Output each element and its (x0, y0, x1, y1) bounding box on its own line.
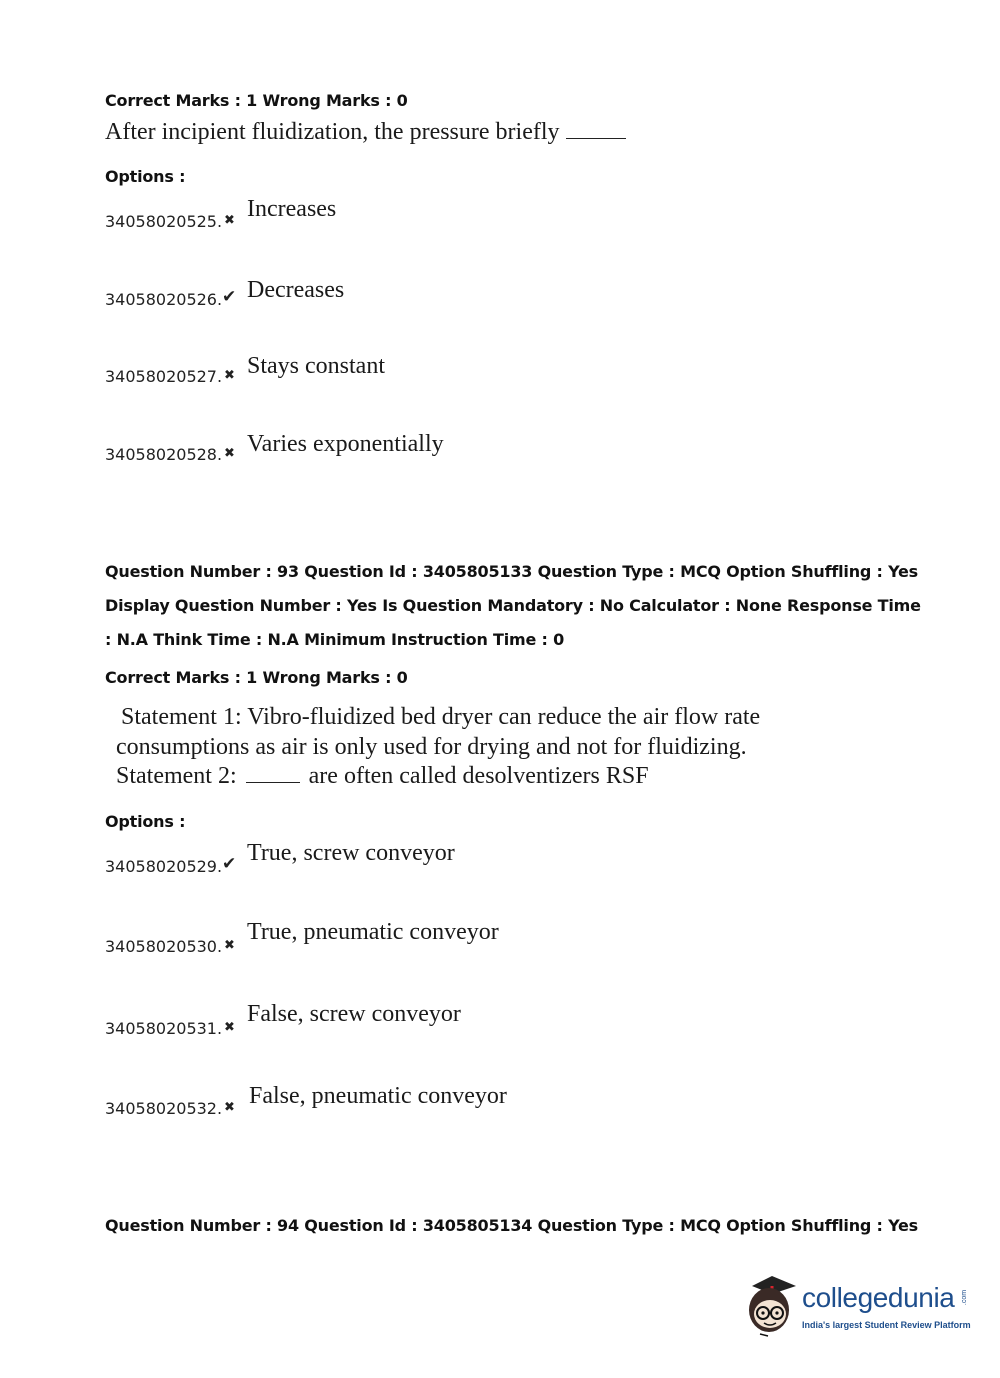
question-header-line-2: Display Question Number : Yes Is Question Mandatory : No Calculator : None Response Time (105, 596, 921, 615)
logo-name: collegedunia (802, 1282, 955, 1313)
options-label: Options : (105, 812, 186, 831)
options-label: Options : (105, 167, 186, 186)
logo-tagline: India's largest Student Review Platform (802, 1320, 971, 1330)
cross-icon: ✖ (224, 368, 235, 383)
option-id: 34058020526. (105, 290, 223, 309)
cross-icon: ✖ (224, 1020, 235, 1035)
fill-blank (246, 782, 300, 783)
fill-blank (566, 138, 626, 139)
check-icon: ✔ (222, 287, 237, 307)
statement-2-prefix: Statement 2: (116, 763, 237, 789)
question-text (105, 118, 626, 147)
option-text: Stays constant (247, 353, 385, 379)
option-text: True, screw conveyor (247, 840, 455, 866)
option-id: 34058020525. (105, 212, 223, 231)
statement-line-3 (116, 762, 649, 791)
option-text: False, pneumatic conveyor (249, 1083, 507, 1109)
question-header-line-1: Question Number : 93 Question Id : 3405805133 Question Type : MCQ Option Shuffling : Yes (105, 562, 918, 581)
statement-line-2: consumptions as air is only used for drying and not for fluidizing. (116, 734, 747, 760)
option-id: 34058020532. (105, 1099, 223, 1118)
option-id: 34058020528. (105, 445, 223, 464)
cross-icon: ✖ (224, 938, 235, 953)
collegedunia-logo (742, 1272, 972, 1342)
cross-icon: ✖ (224, 213, 235, 228)
logo-suffix: .com (961, 1289, 969, 1306)
question-header-line-3: : N.A Think Time : N.A Minimum Instruction Time : 0 (105, 630, 565, 649)
question-text-content: After incipient fluidization, the pressure briefly (105, 119, 560, 145)
option-text: Decreases (247, 277, 345, 303)
statement-line-1: Statement 1: Vibro-fluidized bed dryer can reduce the air flow rate (121, 704, 761, 730)
cross-icon: ✖ (224, 446, 235, 461)
question-header-line-1: Question Number : 94 Question Id : 3405805134 Question Type : MCQ Option Shuffling : Yes (105, 1216, 918, 1235)
statement-2-suffix: are often called desolventizers RSF (308, 763, 649, 789)
option-id: 34058020529. (105, 857, 223, 876)
cross-icon: ✖ (224, 1100, 235, 1115)
option-text: False, screw conveyor (247, 1001, 461, 1027)
option-id: 34058020531. (105, 1019, 223, 1038)
option-text: Varies exponentially (247, 431, 444, 457)
marks-line: Correct Marks : 1 Wrong Marks : 0 (105, 91, 408, 110)
option-text: Increases (247, 196, 337, 222)
mascot-icon (742, 1272, 802, 1342)
option-text: True, pneumatic conveyor (247, 919, 499, 945)
check-icon: ✔ (222, 854, 237, 874)
option-id: 34058020527. (105, 367, 223, 386)
marks-line: Correct Marks : 1 Wrong Marks : 0 (105, 668, 408, 687)
option-id: 34058020530. (105, 937, 223, 956)
